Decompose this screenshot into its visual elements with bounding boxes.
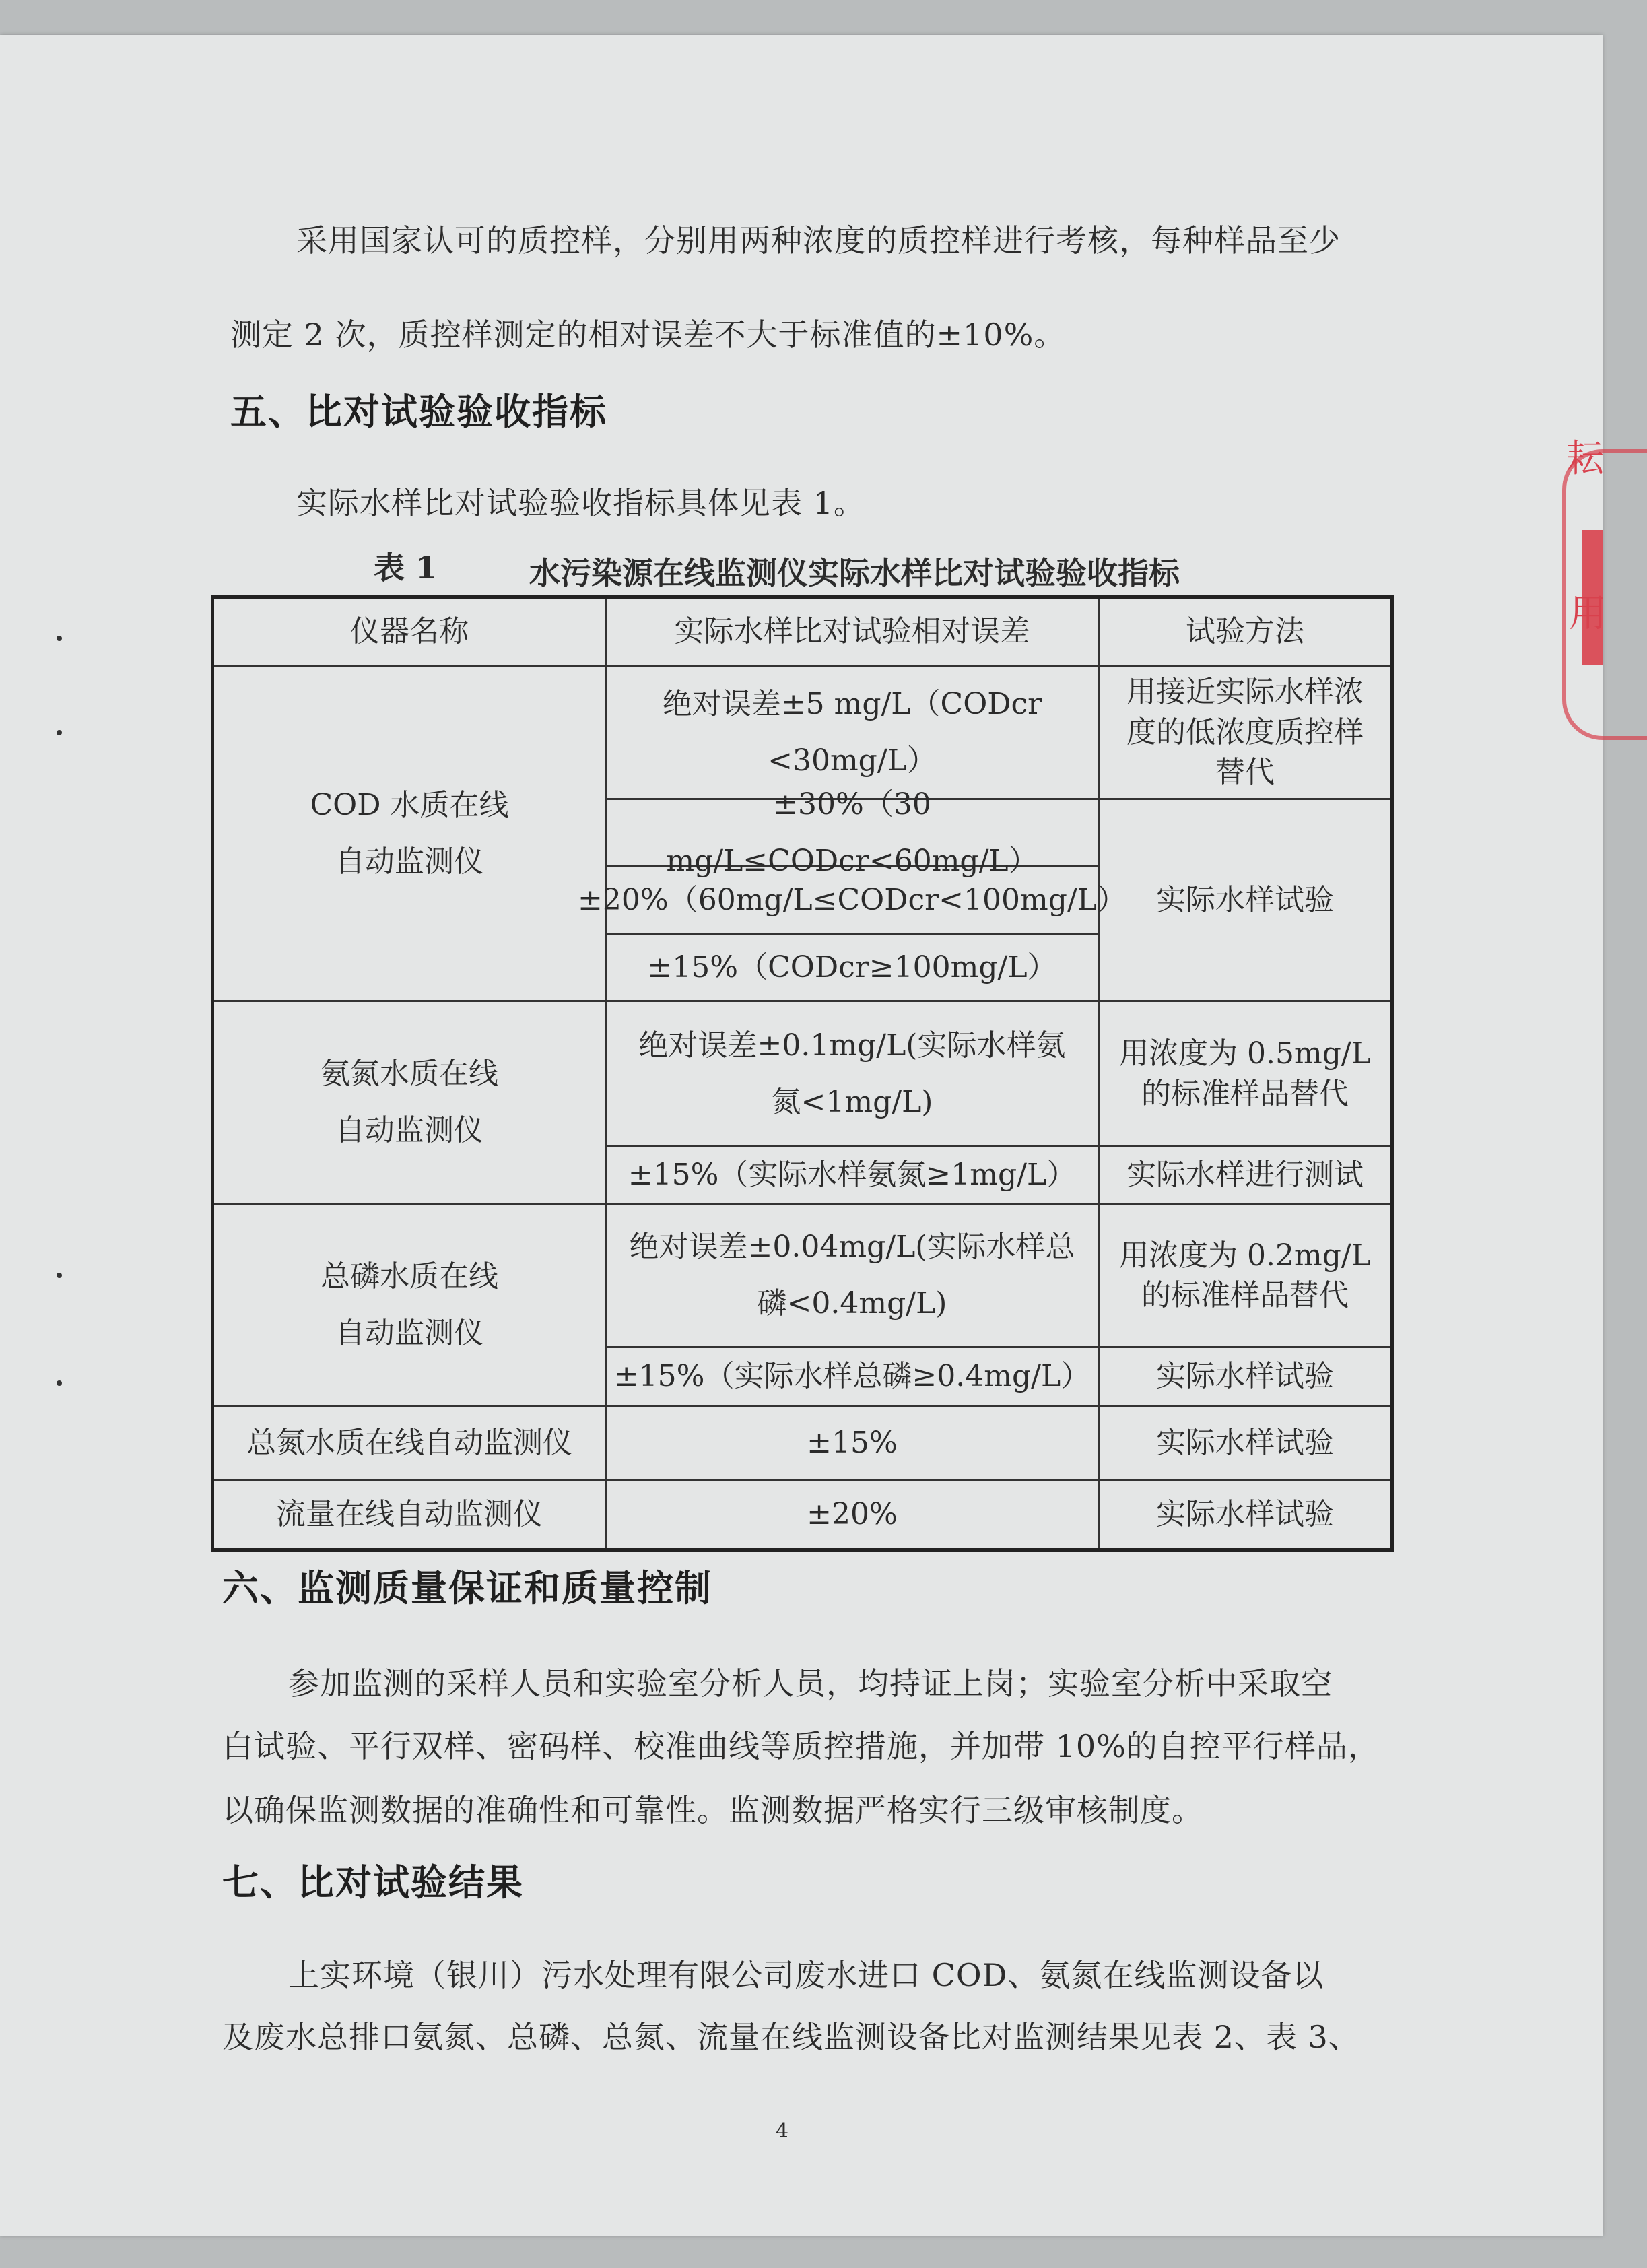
cell-line: 自动监测仪 (335, 1113, 483, 1147)
table-cell-tp-name (214, 1205, 605, 1405)
table-cell-cod-err3 (578, 867, 1127, 933)
table-cell-tp-err2 (607, 1348, 1098, 1405)
paragraph-line: 以确保监测数据的准确性和可靠性。监测数据严格实行三级审核制度。 (222, 1792, 1203, 1828)
section-heading-7: 七、比对试验结果 (222, 1861, 524, 1904)
cell-line: 绝对误差±5 mg/L（CODcr (662, 686, 1042, 721)
cell-line: 实际水样试验 (1156, 1359, 1334, 1394)
section-heading-6: 六、监测质量保证和质量控制 (222, 1567, 712, 1609)
table-header-cell (214, 599, 605, 665)
cell-line: 的标准样品替代 (1141, 1278, 1349, 1312)
table-cell-nh3-err1 (607, 1002, 1098, 1145)
table-cell-flow-method (1100, 1481, 1390, 1548)
table-cell-tn-method (1100, 1407, 1390, 1479)
cell-line: 总氮水质在线自动监测仪 (246, 1425, 572, 1460)
cell-line: 绝对误差±0.04mg/L(实际水样总 (629, 1230, 1075, 1265)
cell-line: ±15% (807, 1425, 898, 1460)
header-instrument: 仪器名称 (350, 614, 469, 649)
cell-line: 的标准样品替代 (1141, 1076, 1349, 1111)
table-cell-cod-name (214, 667, 605, 1000)
table-cell-cod-err2 (607, 787, 1098, 878)
cell-line: 实际水样试验 (1156, 882, 1334, 917)
paragraph-line: 采用国家认可的质控样，分别用两种浓度的质控样进行考核，每种样品至少 (296, 222, 1341, 259)
binding-hole-dot (57, 1273, 62, 1278)
table-cell-tn-name (214, 1407, 605, 1479)
binding-hole-dot (57, 730, 62, 735)
cell-line: 实际水样试验 (1156, 1497, 1334, 1532)
cell-line: 替代 (1215, 755, 1275, 790)
table-cell-flow-err (607, 1481, 1098, 1548)
table-cell-cod-method2 (1100, 800, 1390, 1000)
table-caption-title: 水污染源在线监测仪实际水样比对试验验收指标 (529, 555, 1180, 591)
table-cell-tp-err1 (607, 1205, 1098, 1346)
paragraph-line: 上实环境（银川）污水处理有限公司废水进口 COD、氨氮在线监测设备以 (288, 1957, 1324, 1993)
cell-line: 氨氮水质在线 (321, 1057, 498, 1092)
table-cell-tn-err (607, 1407, 1098, 1479)
acceptance-table (211, 595, 1394, 1552)
table-cell-tp-method2 (1100, 1348, 1390, 1405)
stamp-char: 耘 (1566, 437, 1604, 481)
red-seal-stamp (1562, 429, 1607, 739)
cell-line: 用浓度为 0.2mg/L (1119, 1238, 1371, 1273)
cell-line: 流量在线自动监测仪 (276, 1497, 543, 1532)
page-number: 4 (776, 2119, 789, 2143)
cell-line: 磷<0.4mg/L) (757, 1286, 947, 1321)
cell-line: ±20%（60mg/L≤CODcr<100mg/L） (578, 882, 1127, 917)
table-header-cell (607, 599, 1098, 665)
table-cell-nh3-name (214, 1002, 605, 1203)
cell-line: 用接近实际水样浓 (1127, 675, 1364, 710)
cell-line: COD 水质在线 (310, 787, 509, 822)
cell-line: 用浓度为 0.5mg/L (1119, 1036, 1371, 1071)
paragraph-line: 及废水总排口氨氮、总磷、总氮、流量在线监测设备比对监测结果见表 2、表 3、 (222, 2019, 1360, 2055)
cell-line: 自动监测仪 (335, 1315, 483, 1350)
cell-line: 度的低浓度质控样 (1127, 714, 1364, 749)
stamp-char: 用 (1569, 592, 1607, 636)
table-header-cell (1100, 599, 1390, 665)
table-cell-cod-err4 (607, 935, 1098, 1000)
cell-line: 总磷水质在线 (321, 1259, 498, 1294)
cell-line: ±15%（实际水样总磷≥0.4mg/L） (613, 1359, 1091, 1394)
cell-line: ±15%（CODcr≥100mg/L） (647, 949, 1057, 985)
cell-line: 实际水样进行测试 (1127, 1158, 1364, 1193)
table-cell-nh3-err2 (607, 1147, 1098, 1203)
cell-line: 氮<1mg/L) (771, 1084, 933, 1119)
paragraph-line: 白试验、平行双样、密码样、校准曲线等质控措施，并加带 10%的自控平行样品， (222, 1728, 1380, 1764)
section-heading-5: 五、比对试验验收指标 (230, 391, 607, 433)
table-cell-nh3-method2 (1100, 1147, 1390, 1203)
header-relative-error: 实际水样比对试验相对误差 (674, 614, 1030, 649)
cell-line: <30mg/L） (768, 743, 937, 778)
cell-line: ±15%（实际水样氨氮≥1mg/L） (628, 1158, 1077, 1193)
table-cell-nh3-method1 (1100, 1002, 1390, 1145)
cell-line: ±30%（30 mg/L≤CODcr<60mg/L） (666, 787, 1038, 878)
table-cell-cod-method1 (1100, 667, 1390, 798)
document-page (0, 35, 1607, 2236)
cell-line: ±20% (807, 1497, 898, 1532)
binding-hole-dot (57, 636, 62, 641)
cell-line: 绝对误差±0.1mg/L(实际水样氨 (638, 1028, 1066, 1063)
section-intro: 实际水样比对试验验收指标具体见表 1。 (296, 485, 865, 521)
table-caption-label: 表 1 (374, 549, 438, 586)
header-method: 试验方法 (1186, 614, 1304, 649)
cell-line: 实际水样试验 (1156, 1425, 1334, 1460)
paragraph-line: 测定 2 次，质控样测定的相对误差不大于标准值的±10%。 (230, 316, 1066, 353)
table-cell-flow-name (214, 1481, 605, 1548)
cell-line: 自动监测仪 (335, 844, 483, 879)
table-cell-tp-method1 (1100, 1205, 1390, 1346)
binding-hole-dot (57, 1380, 62, 1386)
paragraph-line: 参加监测的采样人员和实验室分析人员，均持证上岗；实验室分析中采取空 (288, 1665, 1333, 1702)
